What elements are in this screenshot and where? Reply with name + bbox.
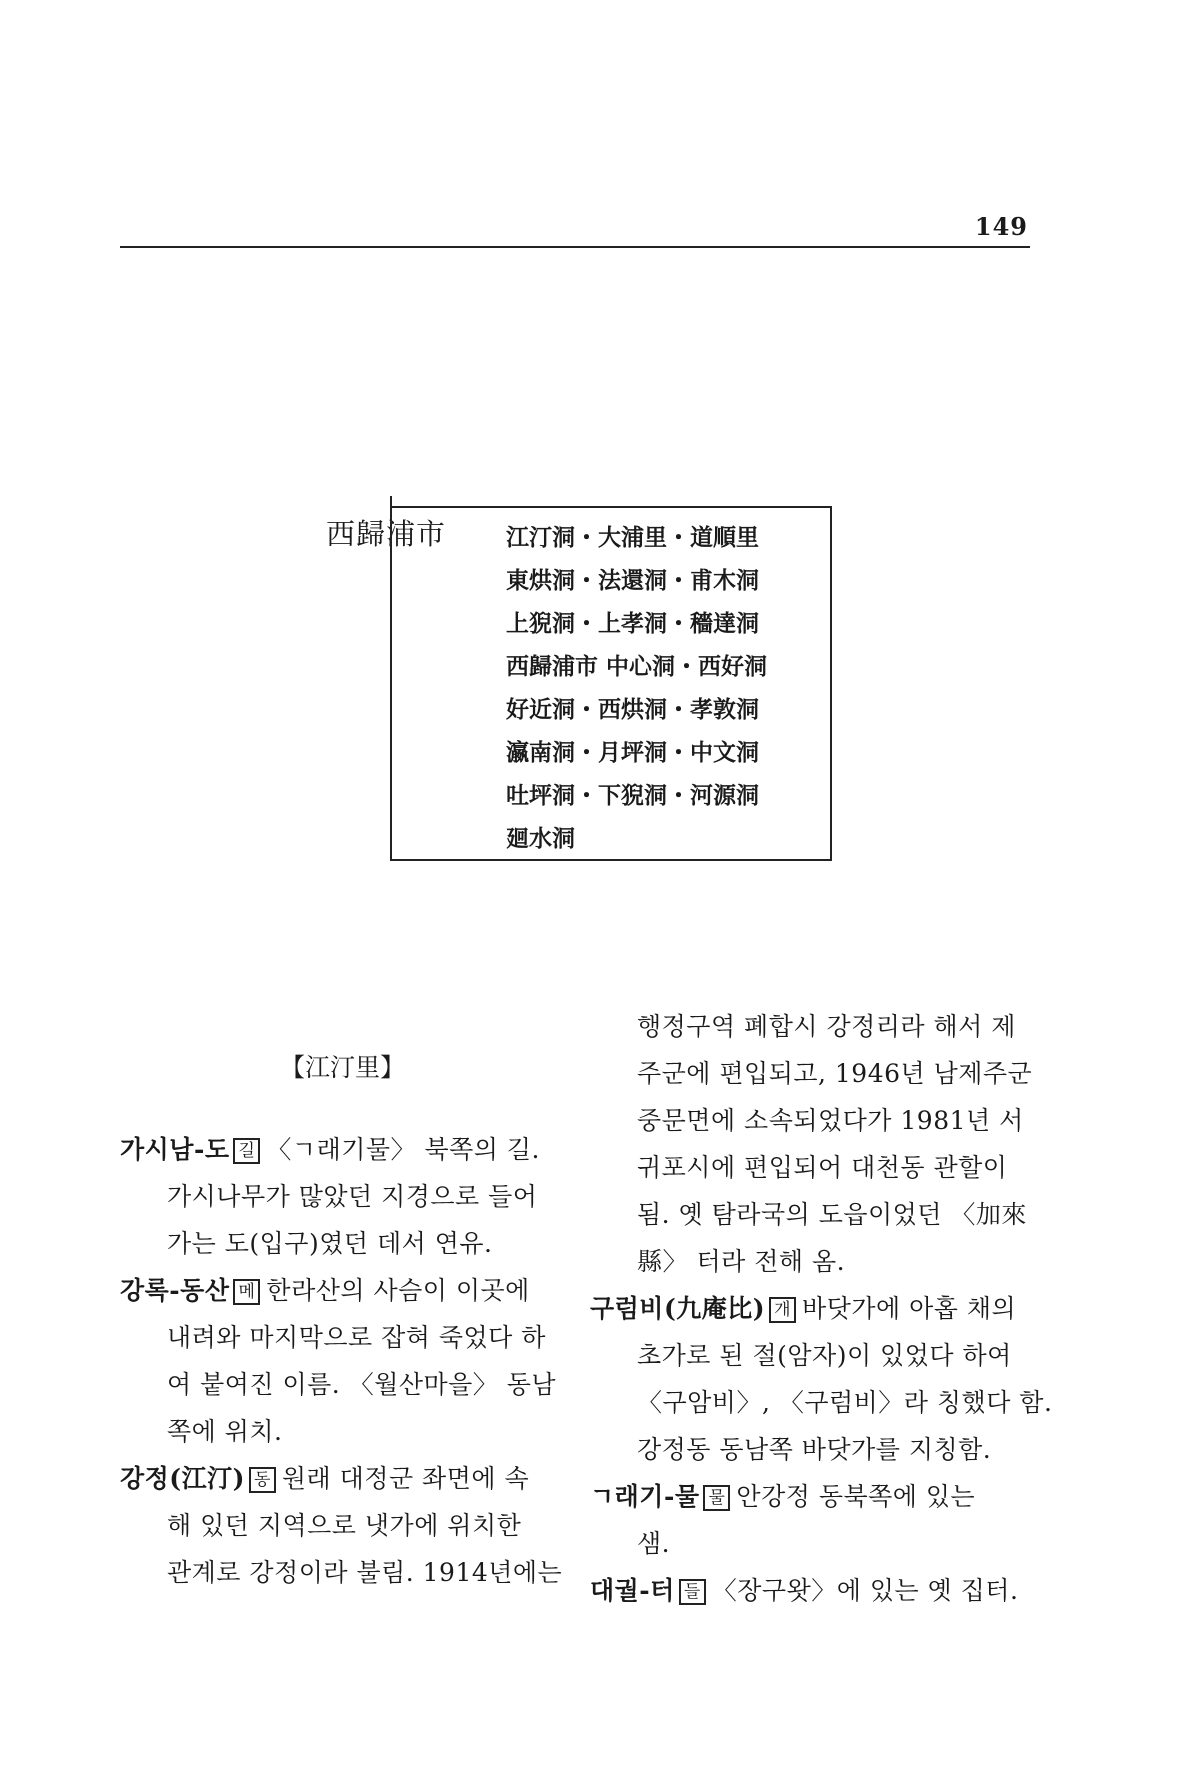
entry-line: 가는 도(입구)였던 데서 연유. [167,1229,493,1258]
entry-text: 〈ㄱ래기물〉 북쪽의 길. [266,1135,540,1164]
entry-gangnok-dongsan [120,1267,557,1455]
entry-first-line [120,1126,550,1173]
right-column [590,1003,1053,1614]
entry-line: 중문면에 소속되었다가 1981년 서 [637,1106,1024,1135]
category-badge: 개 [769,1297,796,1323]
entry-text: 안강정 동북쪽에 있는 [736,1482,976,1511]
entry-first-line [590,1567,1020,1614]
district-row: 東烘洞・法還洞・甫木洞 [506,568,759,594]
entry-line: 縣〉 터라 전해 옴. [637,1247,846,1276]
entry-headword: 강록-동산 [120,1276,230,1305]
section-title: 【江汀里】 [280,1053,406,1082]
entry-gangjeong-continued [590,1003,1033,1285]
entry-line: 내려와 마지막으로 잡혀 죽었다 하 [167,1323,546,1352]
entry-line: 샘. [637,1529,671,1558]
entry-line: 강정동 동남쪽 바닷가를 지칭함. [637,1435,992,1464]
entry-line: 〈구암비〉, 〈구럼비〉라 칭했다 함. [637,1388,1053,1417]
entry-line: 됨. 옛 탐라국의 도읍이었던 〈加來 [637,1200,1027,1229]
entry-line: 쪽에 위치. [167,1417,283,1446]
entry-headword: ㄱ래기-물 [590,1482,700,1511]
page-number: 149 [974,212,1028,241]
entry-headword: 대궐-터 [590,1576,675,1605]
entry-line: 초가로 된 절(암자)이 있었다 하여 [637,1341,1012,1370]
district-row: 廻水洞 [506,826,575,852]
district-row: 瀛南洞・月坪洞・中文洞 [506,740,759,766]
entry-first-line [590,1473,1020,1520]
entry-text: 한라산의 사슴이 이곳에 [266,1276,530,1305]
entry-line: 주군에 편입되고, 1946년 남제주군 [637,1059,1033,1088]
entry-first-line [120,1455,550,1502]
category-badge: 들 [679,1579,706,1605]
entry-headword: 가시남-도 [120,1135,230,1164]
entry-gureombi [590,1285,1053,1473]
entry-headword: 강정(江汀) [120,1464,245,1493]
entry-daegwol-teo [590,1567,1020,1614]
entry-line: 해 있던 지역으로 냇가에 위치한 [167,1511,522,1540]
entry-goraegi-mul [590,1473,1020,1567]
district-row: 吐坪洞・下猊洞・河源洞 [506,783,759,809]
entry-gasinam-do [120,1126,550,1267]
entry-text: 원래 대정군 좌면에 속 [281,1464,530,1493]
district-row: 上猊洞・上孝洞・穡達洞 [506,611,759,637]
district-row: 好近洞・西烘洞・孝敦洞 [506,697,759,723]
category-badge: 메 [233,1279,260,1305]
city-label: 西歸浦市 [326,517,447,551]
category-badge: 길 [233,1138,260,1164]
left-column [120,1126,563,1596]
entry-gangjeong [120,1455,563,1596]
entry-text: 바닷가에 아홉 채의 [802,1294,1017,1323]
header-rule [120,246,1030,248]
entry-line: 관계로 강정이라 불림. 1914년에는 [167,1558,563,1587]
entry-headword: 구럼비(九庵比) [590,1294,766,1323]
entry-line: 귀포시에 편입되어 대천동 관할이 [637,1153,1008,1182]
district-list [506,517,767,861]
entry-line: 가시나무가 많았던 지경으로 들어 [167,1182,538,1211]
district-row: 江汀洞・大浦里・道順里 [506,525,759,551]
entry-text: 〈장구왓〉에 있는 옛 집터. [711,1576,1019,1605]
entry-first-line [590,1285,1020,1332]
entry-line: 행정구역 폐합시 강정리라 해서 제 [637,1012,1016,1041]
entry-first-line [120,1267,550,1314]
category-badge: 물 [703,1485,730,1511]
district-row: 西歸浦市 中心洞・西好洞 [506,654,768,680]
category-badge: 동 [249,1467,276,1493]
entry-line: 여 붙여진 이름. 〈월산마을〉 동남 [167,1370,557,1399]
